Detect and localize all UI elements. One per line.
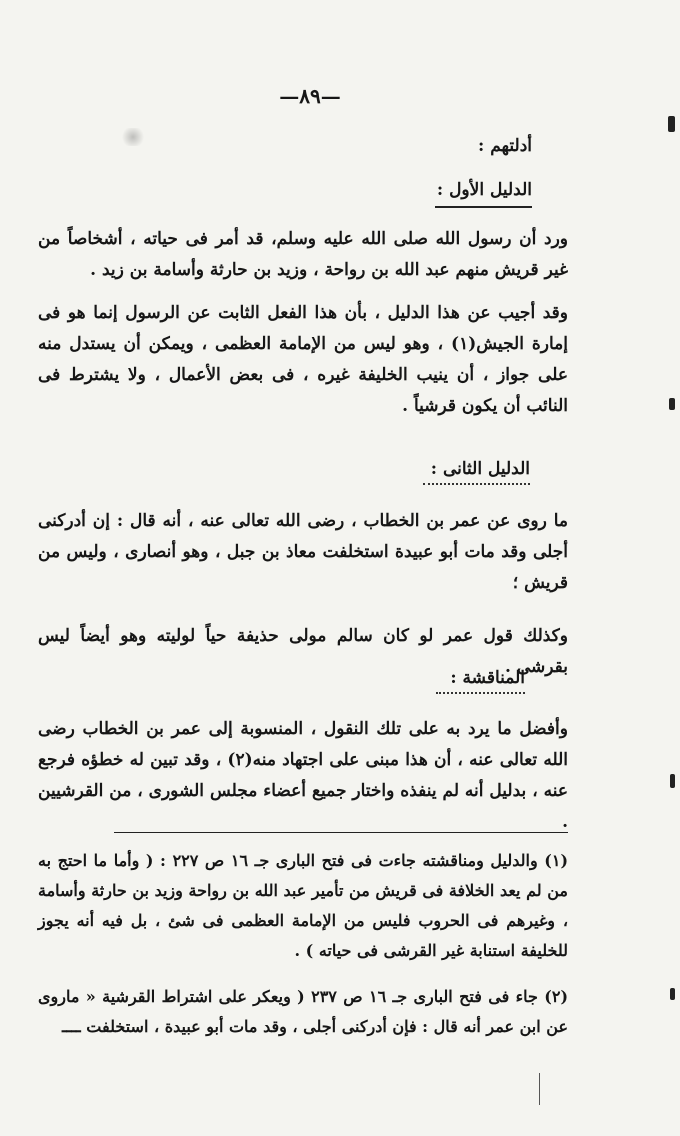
page-edge-mark: [669, 398, 675, 410]
page-edge-mark: [668, 116, 675, 132]
page-number: —٨٩—: [279, 84, 341, 108]
paragraph-first-evidence: ورد أن رسول الله صلى الله عليه وسلم، قد أمر فى حياته ، أشخاصاً من غير قريش منهم عبد الله بن رواحة ، وزيد بن حارثة وأسامة بن زيد .: [38, 229, 568, 280]
heading-discussion: المناقشة :: [436, 664, 525, 694]
footnote-1: (١) والدليل ومناقشته جاءت فى فتح البارى جـ ١٦ ص ٢٢٧ : ( وأما ما احتج به من لم يعد الخلافة فى قريش من تأمير عبد الله بن رواحة وزيد بن حارثة وأسامة ، وغيرهم فى الحروب فليس من الإمامة العظمى فى شئ ، بل فيه أنه يجوز للخليفة استنابة غير القرشى فى حياته ) .: [38, 851, 569, 960]
heading-second-evidence: الدليل الثانى :: [423, 455, 530, 485]
heading-evidence: أدلتهم :: [478, 136, 532, 156]
page-edge-mark: [670, 988, 675, 1000]
ink-smudge: [120, 128, 146, 146]
footnote-2: (٢) جاء فى فتح البارى جـ ١٦ ص ٢٣٧ ( ويعكر على اشتراط القرشية « ماروى عن ابن عمر أنه قال : فإن أدركنى أجلى ، وقد مات أبو عبيدة ، استخلفت ــــ: [38, 987, 569, 1036]
margin-line: [539, 1073, 540, 1105]
paragraph-second-evidence: ما روى عن عمر بن الخطاب ، رضى الله تعالى عنه ، أنه قال : إن أدركنى أجلى وقد مات أبو عبيدة استخلفت معاذ بن جبل ، وهو أنصارى ، وليس من قريش ؛: [38, 511, 568, 593]
page-edge-mark: [670, 774, 675, 788]
paragraph-first-reply: وقد أجيب عن هذا الدليل ، بأن هذا الفعل الثابت عن الرسول إنما هو فى إمارة الجيش(١) ، وهو ليس من الإمامة العظمى ، ويمكن أن يستدل منه على جواز ، أن ينيب الخليفة غيره ، فى بعض الأعمال ، ولا يشترط فى النائب أن يكون قرشياً .: [38, 303, 568, 416]
footnote-divider: [114, 832, 568, 833]
paragraph-salim-quote: وكذلك قول عمر لو كان سالم مولى حذيفة حياً لوليته وهو أيضاً ليس بقرشى .: [38, 626, 568, 677]
heading-first-evidence: الدليل الأول :: [435, 176, 532, 208]
paragraph-discussion: وأفضل ما يرد به على تلك النقول ، المنسوبة إلى عمر بن الخطاب رضى الله تعالى عنه ، أن هذا مبنى على اجتهاد منه(٢) ، وقد تبين له خطؤه فرجع عنه ، بدليل أنه لم ينفذه واختار جميع أعضاء مجلس الشورى ، من القرشيين .: [38, 719, 569, 832]
